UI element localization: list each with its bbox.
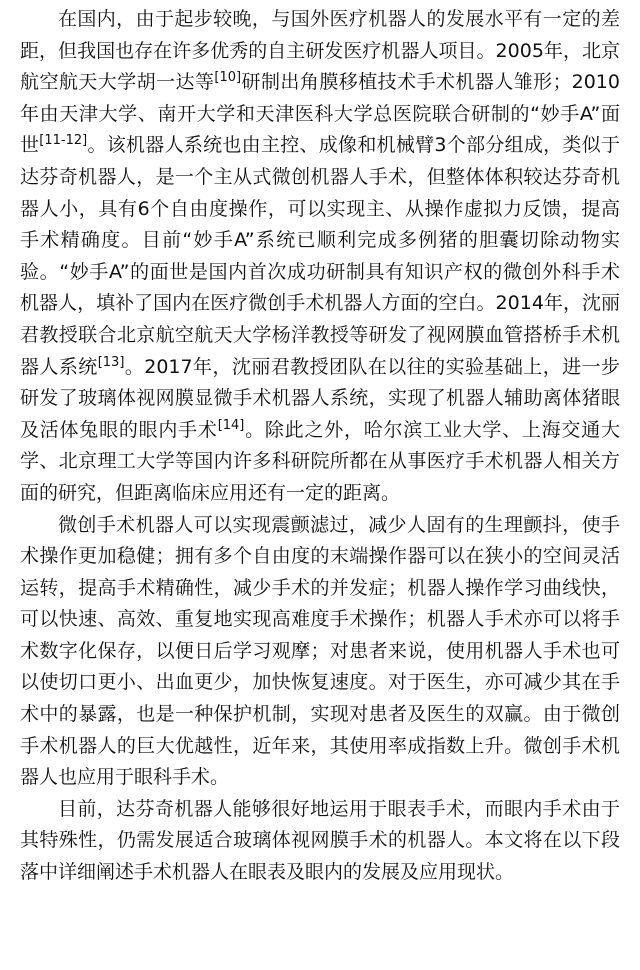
citation-ref: [10] [214,70,242,86]
paragraph-robot-advantages [20,510,620,794]
citation-ref: [14] [217,417,245,433]
citation-ref: [13] [97,354,125,370]
paragraph-text: 。2017年，沈丽君教授团队在以往的实验基础上，进一步研发了玻璃体视网膜显微手术机器人系统，实现了机器人辅助离体猪眼及活体兔眼的眼内手术 [20,355,620,441]
paragraph-text: 在国内，由于起步较晚，与国外医疗机器人的发展水平有一定的差距，但我国也存在许多优秀的自主研发医疗机器人项目。2005年，北京航空航天大学胡一达等 [20,8,620,94]
citation-ref: [11-12] [39,133,88,149]
paragraph-text: 微创手术机器人可以实现震颤滤过，减少人固有的生理颤抖，使手术操作更加稳健；拥有多个自由度的末端操作器可以在狭小的空间灵活运转，提高手术精确性，减少手术的并发症；机器人操作学习曲线快，可以快速、高效、重复地实现高难度手术操作；机器人手术亦可以将手术数字化保存，以便日后学习观摩；对患者来说，使用机器人手术也可以使切口更小、出血更少，加快恢复速度。对于医生，亦可减少其在手术中的暴露，也是一种保护机制，实现对患者及医生的双赢。由于微创手术机器人的巨大优越性，近年来，其使用率成指数上升。微创手术机器人也应用于眼科手术。 [20,513,620,789]
paragraph-text: 。除此之外，哈尔滨工业大学、上海交通大学、北京理工大学等国内许多科研院所都在从事医疗手术机器人相关方面的研究，但距离临床应用还有一定的距离。 [20,418,620,504]
paragraph-current-status [20,794,620,889]
paragraph-text: 目前，达芬奇机器人能够很好地运用于眼表手术，而眼内手术由于其特殊性，仍需发展适合玻璃体视网膜手术的机器人。本文将在以下段落中详细阐述手术机器人在眼表及眼内的发展及应用现状。 [20,797,620,884]
paragraph-domestic-development [20,4,620,510]
paragraph-text: 。该机器人系统也由主控、成像和机械臂3个部分组成，类似于达芬奇机器人，是一个主从式微创机器人手术，但整体体积较达芬奇机器人小，具有6个自由度操作，可以实现主、从操作虚拟力反馈，提高手术精确度。目前“妙手A”系统已顺利完成多例猪的胆囊切除动物实验。“妙手A”的面世是国内首次成功研制具有知识产权的微创外科手术机器人，填补了国内在医疗微创手术机器人方面的空白。2014年，沈丽君教授联合北京航空航天大学杨洋教授等研发了视网膜血管搭桥手术机器人系统 [20,134,620,378]
paragraph-text: 研制出角膜移植技术手术机器人雏形；2010年由天津大学、南开大学和天津医科大学总医院联合研制的“妙手A”面世 [20,71,620,157]
